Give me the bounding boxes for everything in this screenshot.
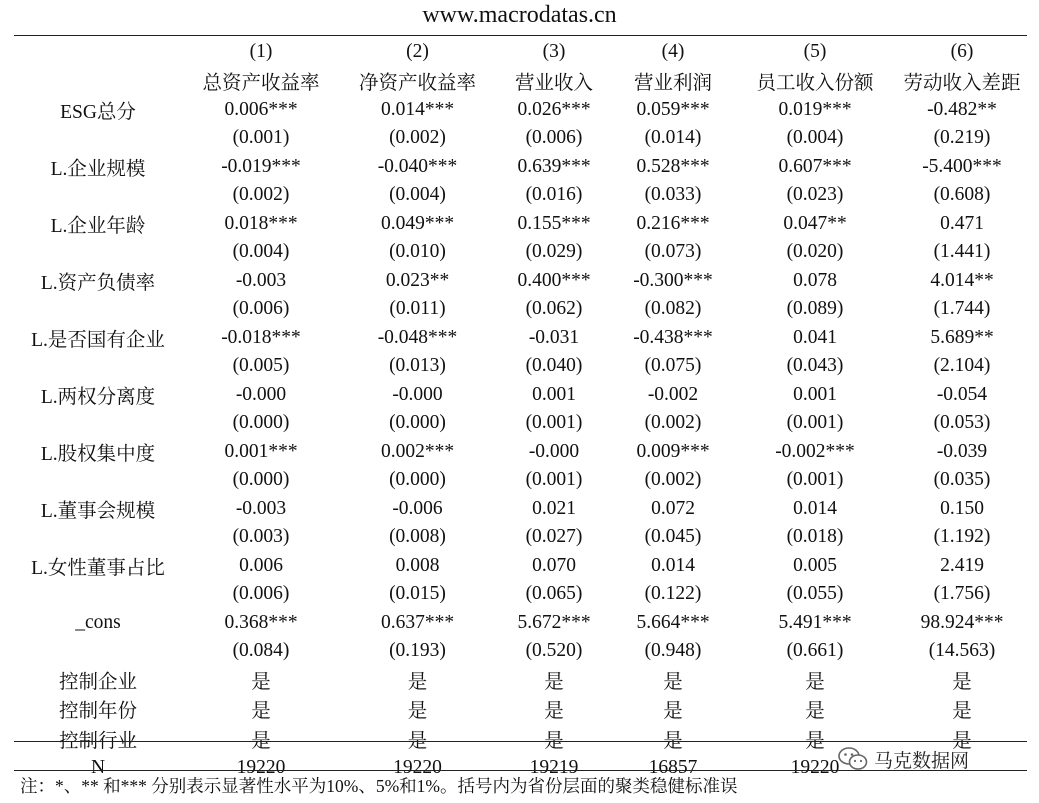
coefficient-cell: 0.637*** [380, 611, 455, 633]
std-error-cell: (0.027) [525, 526, 583, 547]
control-cell: 是 [544, 701, 564, 723]
std-error-cell: (0.065) [525, 583, 583, 604]
control-cell: 是 [952, 701, 972, 723]
coefficient-cell: -0.031 [528, 326, 580, 348]
control-label: 控制年份 [58, 701, 137, 723]
std-error-cell: (2.104) [933, 355, 991, 376]
empty-label-cell [14, 580, 182, 608]
coefficient-cell: 0.001 [532, 383, 576, 405]
std-error-cell: (0.023) [786, 184, 844, 205]
coefficient-row [14, 494, 1027, 523]
std-error-cell: (0.000) [232, 469, 290, 490]
std-error-cell: (0.661) [786, 640, 844, 661]
std-error-cell: (0.002) [232, 184, 290, 205]
coefficient-cell: 0.026*** [517, 98, 591, 120]
coefficient-cell: 0.019*** [778, 98, 852, 120]
std-error-cell: (0.016) [525, 184, 583, 205]
std-error-cell: (14.563) [928, 640, 996, 661]
coefficient-cell: 0.047** [783, 212, 847, 234]
std-error-cell: (0.002) [644, 412, 702, 433]
coefficient-cell: 0.001 [793, 383, 837, 405]
std-error-cell: (0.193) [389, 640, 446, 661]
coefficient-cell: 0.014 [793, 497, 837, 519]
column-number: (4) [661, 40, 685, 62]
column-name: 员工收入份额 [756, 72, 874, 94]
coefficient-row [14, 437, 1027, 466]
control-cell: 是 [251, 671, 271, 693]
coefficient-cell: 0.072 [651, 497, 695, 519]
control-cell: 是 [544, 730, 564, 752]
coefficient-cell: 4.014** [930, 269, 994, 291]
column-name: 营业收入 [514, 72, 593, 94]
coefficient-cell: 0.070 [532, 554, 576, 576]
std-error-cell: (0.073) [644, 241, 702, 262]
coefficient-cell: 5.491*** [778, 611, 852, 633]
coefficient-cell: 0.001*** [224, 440, 298, 462]
coefficient-cell: 0.005 [793, 554, 837, 576]
std-error-cell: (0.005) [232, 355, 290, 376]
std-error-cell: (0.004) [786, 127, 844, 148]
coefficient-cell: -0.039 [936, 440, 988, 462]
control-cell: 是 [663, 671, 683, 693]
std-error-cell: (0.000) [232, 412, 290, 433]
control-cell: 是 [663, 730, 683, 752]
variable-label: L.股权集中度 [40, 443, 156, 465]
std-error-row [14, 466, 1027, 494]
coefficient-cell: 0.471 [940, 212, 984, 234]
std-error-cell: (0.001) [525, 412, 583, 433]
coefficient-cell: -0.002 [647, 383, 699, 405]
std-error-row [14, 409, 1027, 437]
std-error-cell: (0.520) [525, 640, 583, 661]
std-error-cell: (0.008) [389, 526, 446, 547]
control-cell: 是 [407, 671, 428, 693]
coefficient-cell: 0.155*** [517, 212, 591, 234]
std-error-cell: (0.062) [525, 298, 583, 319]
coefficient-cell: 0.041 [793, 326, 837, 348]
coefficient-cell: -0.000 [392, 383, 443, 405]
column-name: 总资产收益率 [202, 72, 320, 94]
empty-label-cell [14, 124, 182, 152]
empty-label-cell [14, 238, 182, 266]
coefficient-cell: 0.078 [793, 269, 837, 291]
coefficient-row [14, 323, 1027, 352]
std-error-cell: (0.084) [232, 640, 290, 661]
wechat-icon [838, 746, 868, 772]
control-cell: 是 [251, 701, 271, 723]
empty-label-cell [14, 523, 182, 551]
coefficient-row [14, 551, 1027, 580]
coefficient-cell: 0.014*** [380, 98, 455, 120]
std-error-cell: (1.441) [933, 241, 991, 262]
coefficient-cell: 5.664*** [636, 611, 710, 633]
std-error-cell: (0.948) [644, 640, 702, 661]
table-body [14, 37, 1027, 783]
std-error-cell: (0.043) [786, 355, 844, 376]
std-error-cell: (0.608) [933, 184, 991, 205]
std-error-row [14, 580, 1027, 608]
column-number-row [14, 37, 1027, 66]
coefficient-cell: 0.216*** [636, 212, 710, 234]
std-error-row [14, 295, 1027, 323]
std-error-cell: (0.029) [525, 241, 583, 262]
n-cell: 19220 [236, 757, 286, 778]
std-error-cell: (0.002) [644, 469, 702, 490]
std-error-row [14, 124, 1027, 152]
std-error-row [14, 352, 1027, 380]
coefficient-cell: 0.049*** [380, 212, 455, 234]
coefficient-cell: 0.368*** [224, 611, 298, 633]
control-cell: 是 [805, 671, 825, 693]
top-rule [14, 35, 1027, 36]
column-name: 营业利润 [633, 72, 712, 94]
coefficient-cell: -0.048*** [377, 326, 458, 348]
std-error-row [14, 181, 1027, 209]
empty-label-cell [14, 466, 182, 494]
n-cell: 19219 [529, 757, 579, 778]
std-error-cell: (0.004) [232, 241, 290, 262]
std-error-cell: (0.035) [933, 469, 991, 490]
std-error-cell: (0.001) [786, 469, 844, 490]
coefficient-cell: 0.009*** [636, 440, 710, 462]
coefficient-cell: -0.002*** [775, 440, 855, 462]
control-cell: 是 [805, 730, 825, 752]
empty-label-cell [14, 295, 182, 323]
empty-label-cell [14, 637, 182, 665]
regression-table [14, 37, 1027, 783]
std-error-cell: (0.001) [525, 469, 583, 490]
site-header: www.macrodatas.cn [422, 2, 617, 28]
control-cell: 是 [544, 671, 564, 693]
std-error-cell: (0.000) [389, 412, 446, 433]
std-error-cell: (0.006) [232, 298, 290, 319]
variable-label: L.董事会规模 [40, 500, 156, 522]
coefficient-cell: -0.482** [927, 98, 997, 120]
n-cell: 19220 [393, 757, 442, 778]
column-name-row [14, 66, 1027, 95]
std-error-cell: (0.015) [389, 583, 446, 604]
column-number: (2) [406, 40, 429, 62]
std-error-cell: (0.006) [525, 127, 583, 148]
corner-cell [14, 66, 182, 95]
std-error-cell: (0.004) [389, 184, 446, 205]
std-error-cell: (0.001) [786, 412, 844, 433]
std-error-cell: (0.018) [786, 526, 844, 547]
std-error-row [14, 637, 1027, 665]
table-note: 注：*、** 和*** 分别表示显著性水平为10%、5%和1%。括号内为省份层面的聚类稳健标准误 [20, 776, 738, 796]
control-row [14, 695, 1027, 725]
std-error-cell: (1.756) [933, 583, 991, 604]
control-cell: 是 [952, 671, 972, 693]
variable-label: L.是否国有企业 [31, 329, 165, 351]
coefficient-row [14, 95, 1027, 124]
variable-label: L.企业规模 [50, 158, 146, 180]
coefficient-cell: -0.003 [235, 497, 287, 519]
bottom-rule-top [14, 741, 1027, 742]
empty-label-cell [14, 409, 182, 437]
watermark-text: 马克数据网 [874, 749, 970, 772]
std-error-cell: (0.006) [232, 583, 290, 604]
column-number: (6) [950, 40, 974, 62]
std-error-cell: (0.014) [644, 127, 702, 148]
column-number: (3) [542, 40, 566, 62]
std-error-cell: (0.089) [786, 298, 844, 319]
coefficient-cell: 0.018*** [224, 212, 298, 234]
std-error-cell: (0.055) [786, 583, 844, 604]
control-label: 控制行业 [58, 730, 137, 752]
std-error-cell: (0.122) [644, 583, 702, 604]
std-error-row [14, 238, 1027, 266]
coefficient-row [14, 209, 1027, 238]
coefficient-cell: -0.018*** [221, 326, 301, 348]
coefficient-cell: 0.006 [239, 554, 283, 576]
std-error-cell: (0.053) [933, 412, 991, 433]
control-cell: 是 [407, 701, 428, 723]
empty-label-cell [14, 181, 182, 209]
coefficient-row [14, 266, 1027, 295]
control-cell: 是 [952, 730, 972, 752]
coefficient-cell: -0.003 [235, 269, 287, 291]
std-error-cell: (0.003) [232, 526, 290, 547]
coefficient-cell: 0.021 [532, 497, 576, 519]
coefficient-cell: 0.002*** [380, 440, 455, 462]
variable-label: L.资产负债率 [40, 272, 156, 294]
std-error-cell: (0.020) [786, 241, 844, 262]
variable-label: L.两权分离度 [40, 386, 156, 408]
coefficient-cell: 0.059*** [636, 98, 710, 120]
std-error-row [14, 523, 1027, 551]
std-error-cell: (0.001) [232, 127, 290, 148]
coefficient-cell: 98.924*** [920, 611, 1004, 633]
n-label: N [90, 757, 106, 778]
coefficient-row [14, 608, 1027, 637]
coefficient-cell: 0.014 [651, 554, 695, 576]
coefficient-cell: 0.400*** [517, 269, 591, 291]
coefficient-cell: -0.000 [528, 440, 580, 462]
coefficient-cell: 5.672*** [517, 611, 591, 633]
corner-cell [14, 37, 182, 66]
variable-label: _cons [75, 611, 121, 633]
watermark [838, 744, 969, 774]
coefficient-cell: 0.607*** [778, 155, 852, 177]
column-name: 净资产收益率 [358, 72, 476, 94]
control-label: 控制企业 [58, 671, 137, 693]
std-error-cell: (0.045) [644, 526, 702, 547]
n-cell: 16857 [648, 757, 698, 778]
n-cell: 19220 [790, 757, 840, 778]
coefficient-cell: -0.300*** [633, 269, 713, 291]
std-error-cell: (0.013) [389, 355, 446, 376]
std-error-cell: (1.192) [933, 526, 991, 547]
coefficient-cell: 0.008 [395, 554, 440, 576]
coefficient-cell: 0.023** [385, 269, 450, 291]
control-cell: 是 [663, 701, 683, 723]
coefficient-cell: 0.006*** [224, 98, 298, 120]
coefficient-cell: -0.438*** [633, 326, 713, 348]
coefficient-cell: 0.528*** [636, 155, 710, 177]
column-number: (1) [249, 40, 273, 62]
std-error-cell: (0.033) [644, 184, 702, 205]
coefficient-cell: -0.040*** [377, 155, 458, 177]
column-number: (5) [803, 40, 827, 62]
std-error-cell: (0.000) [389, 469, 446, 490]
coefficient-cell: -5.400*** [922, 155, 1002, 177]
control-cell: 是 [805, 701, 825, 723]
coefficient-cell: -0.000 [235, 383, 287, 405]
coefficient-row [14, 380, 1027, 409]
coefficient-row [14, 152, 1027, 181]
coefficient-cell: 2.419 [940, 554, 984, 576]
coefficient-cell: 0.150 [940, 497, 984, 519]
std-error-cell: (0.002) [389, 127, 446, 148]
control-cell: 是 [407, 730, 428, 752]
std-error-cell: (1.744) [933, 298, 991, 319]
std-error-cell: (0.010) [389, 241, 446, 262]
std-error-cell: (0.075) [644, 355, 702, 376]
variable-label: L.企业年龄 [50, 215, 146, 237]
coefficient-cell: -0.019*** [221, 155, 301, 177]
variable-label: L.女性董事占比 [31, 557, 165, 579]
control-row [14, 665, 1027, 695]
std-error-cell: (0.219) [933, 127, 991, 148]
column-name: 劳动收入差距 [903, 72, 1021, 94]
coefficient-cell: -0.006 [392, 497, 443, 519]
std-error-cell: (0.082) [644, 298, 702, 319]
std-error-cell: (0.011) [389, 298, 446, 319]
variable-label: ESG总分 [60, 101, 136, 123]
coefficient-cell: 5.689** [930, 326, 994, 348]
std-error-cell: (0.040) [525, 355, 583, 376]
empty-label-cell [14, 352, 182, 380]
control-cell: 是 [251, 730, 271, 752]
coefficient-cell: -0.054 [936, 383, 988, 405]
coefficient-cell: 0.639*** [517, 155, 591, 177]
